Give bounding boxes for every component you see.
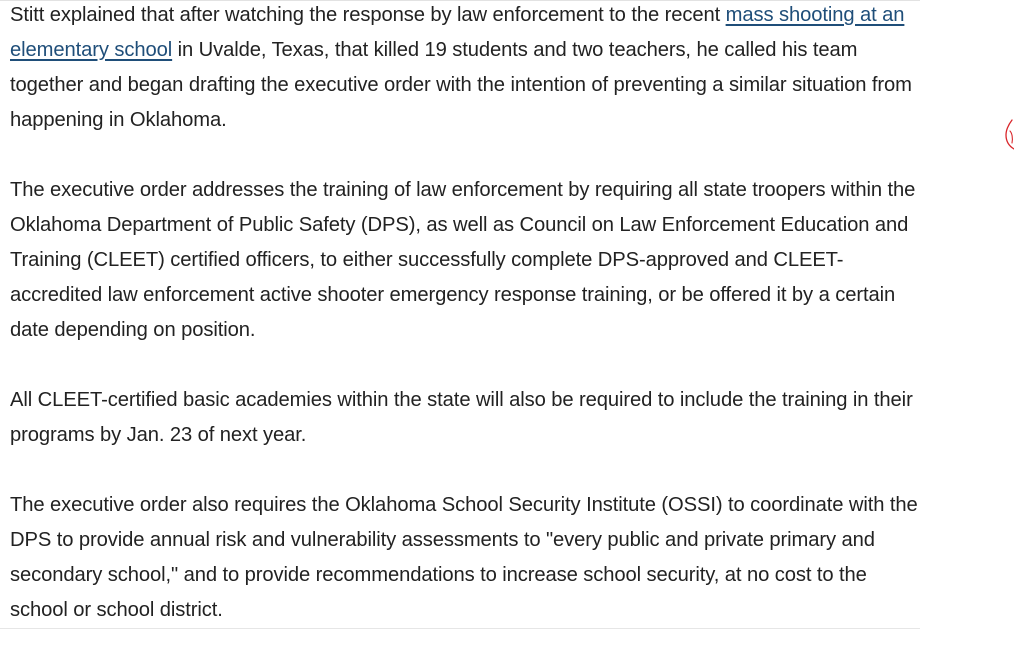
paragraph-text-after-link: in Uvalde, Texas, that killed 19 students and two teachers, he called his team together and began drafting the executive order with the intention of preventing a similar situation from happening in Oklahoma.: [10, 39, 912, 131]
article-paragraph-uvalde: [10, 0, 920, 138]
article-paragraph-training: The executive order addresses the training of law enforcement by requiring all state troopers within the Oklahoma Department of Public Safety (DPS), as well as Council on Law Enforcement Education and Training (CLEET) certified officers, to either successfully complete DPS-approved and CLEET-accredited law enforcement active shooter emergency response training, or be offered it by a certain date depending on position.: [10, 179, 916, 341]
article-body: [10, 0, 920, 663]
mass-shooting-link[interactable]: mass shooting at an elementary school: [10, 4, 905, 61]
red-pen-mark-icon: [1003, 118, 1014, 152]
paragraph-text-before-link: Stitt explained that after watching the response by law enforcement to the recent: [10, 4, 726, 26]
article-paragraph-ossi: The executive order also requires the Oklahoma School Security Institute (OSSI) to coordinate with the DPS to provide annual risk and vulnerability assessments to "every public and private primary and secondary school," and to provide recommendations to increase school security, at no cost to the school or school district.: [10, 494, 918, 621]
article-paragraph-academies: All CLEET-certified basic academies within the state will also be required to include the training in their programs by Jan. 23 of next year.: [10, 389, 913, 446]
